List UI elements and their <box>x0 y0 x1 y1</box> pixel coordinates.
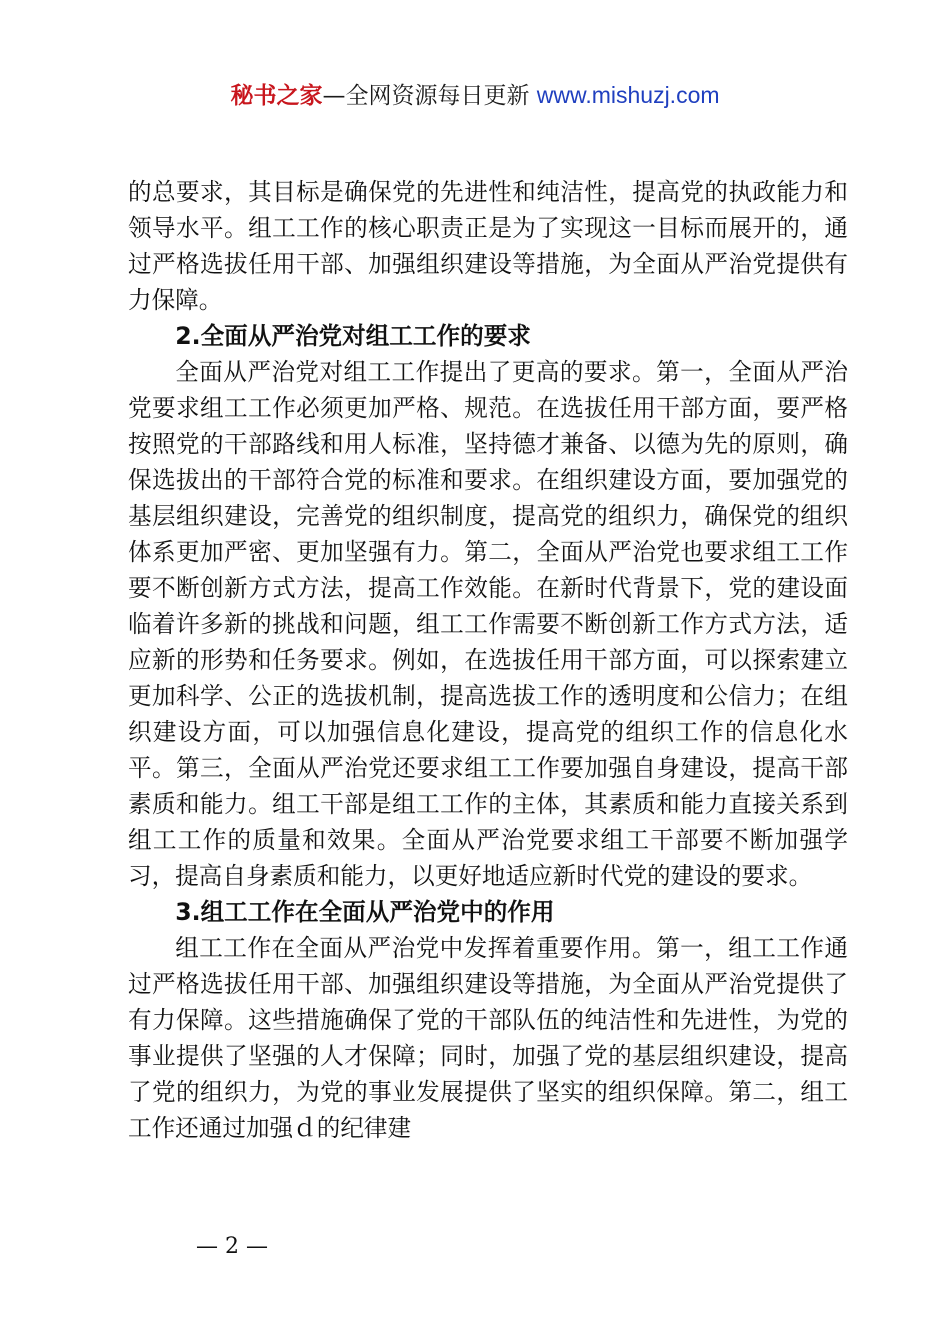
paragraph-requirements: 全面从严治党对组工工作提出了更高的要求。第一，全面从严治党要求组工工作必须更加严格、规范。在选拔任用干部方面，要严格按照党的干部路线和用人标准，坚持德才兼备、以德为先的原则，确保选拔出的干部符合党的标准和要求。在组织建设方面，要加强党的基层组织建设，完善党的组织制度，提高党的组织力，确保党的组织体系更加严密、更加坚强有力。第二，全面从严治党也要求组工工作要不断创新方式方法，提高工作效能。在新时代背景下，党的建设面临着许多新的挑战和问题，组工工作需要不断创新工作方式方法，适应新的形势和任务要求。例如，在选拔任用干部方面，可以探索建立更加科学、公正的选拔机制，提高选拔工作的透明度和公信力；在组织建设方面，可以加强信息化建设，提高党的组织工作的信息化水平。第三，全面从严治党还要求组工工作要加强自身建设，提高干部素质和能力。组工干部是组工工作的主体，其素质和能力直接关系到组工工作的质量和效果。全面从严治党要求组工干部要不断加强学习，提高自身素质和能力，以更好地适应新时代党的建设的要求。 <box>128 358 848 890</box>
section-heading-2: 2.全面从严治党对组工工作的要求 <box>175 322 531 350</box>
paragraph-role: 组工工作在全面从严治党中发挥着重要作用。第一，组工工作通过严格选拔任用干部、加强组织建设等措施，为全面从严治党提供了有力保障。这些措施确保了党的干部队伍的纯洁性和先进性，为党的事业提供了坚强的人才保障；同时，加强了党的基层组织建设，提高了党的组织力，为党的事业发展提供了坚实的组织保障。第二，组工工作还通过加强ｄ的纪律建 <box>128 934 848 1142</box>
paragraph-continued: 的总要求，其目标是确保党的先进性和纯洁性，提高党的执政能力和领导水平。组工工作的核心职责正是为了实现这一目标而展开的，通过严格选拔任用干部、加强组织建设等措施，为全面从严治党提供有力保障。 <box>128 178 848 314</box>
site-url-link[interactable]: www.mishuzj.com <box>536 82 720 108</box>
brand-name: 秘书之家 <box>230 83 323 109</box>
document-body <box>128 174 848 1146</box>
page-number: — 2 — <box>196 1234 268 1259</box>
section-heading-3: 3.组工工作在全面从严治党中的作用 <box>175 898 555 926</box>
site-banner <box>0 78 950 113</box>
banner-tagline: —全网资源每日更新 <box>322 83 530 109</box>
